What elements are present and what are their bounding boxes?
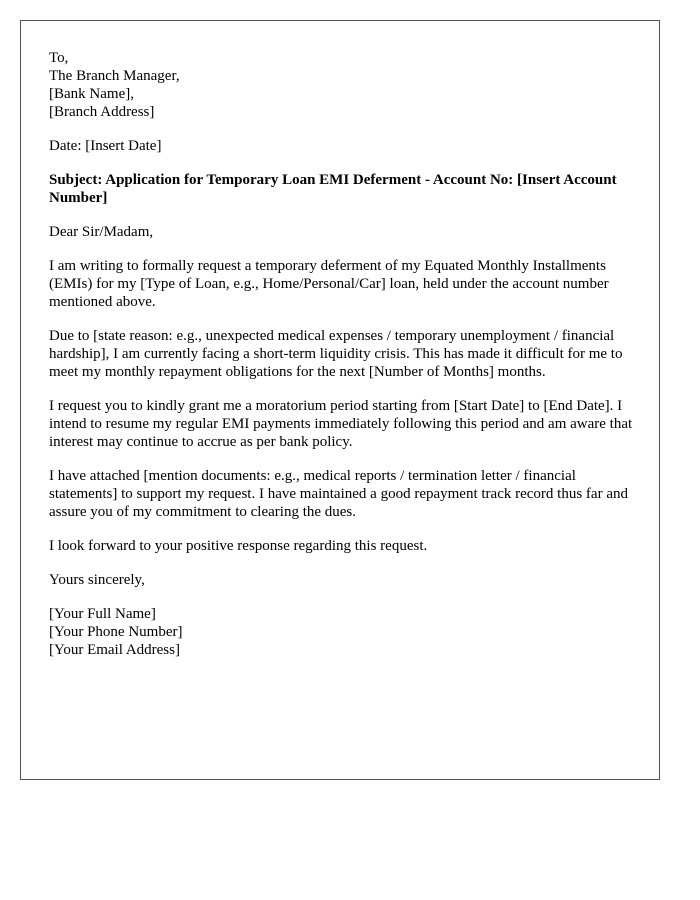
letter-subject: Subject: Application for Temporary Loan EMI Deferment - Account No: [Insert Account Number] (49, 172, 617, 206)
recipient-to: To, (49, 50, 69, 66)
letter-date: Date: [Insert Date] (49, 138, 162, 154)
recipient-address (49, 49, 634, 121)
paragraph-reason: Due to [state reason: e.g., unexpected medical expenses / temporary unemployment / financial hardship], I am currently facing a short-term liquidity crisis. This has made it difficult for me to meet my monthly repayment obligations for the next [Number of Months] months. (49, 328, 623, 380)
signature-phone: [Your Phone Number] (49, 624, 183, 640)
signature-email: [Your Email Address] (49, 642, 180, 658)
letter-body (49, 49, 634, 675)
recipient-branch-address: [Branch Address] (49, 104, 155, 120)
recipient-bank-name: [Bank Name], (49, 86, 134, 102)
paragraph-moratorium: I request you to kindly grant me a moratorium period starting from [Start Date] to [End Date]. I intend to resume my regular EMI payments immediately following this period and am aware that interest may continue to accrue as per bank policy. (49, 398, 633, 450)
signature-block (49, 605, 634, 659)
paragraph-documents: I have attached [mention documents: e.g., medical reports / termination letter / financial statements] to support my request. I have maintained a good repayment track record thus far and assure you of my commitment to clearing the dues. (49, 468, 628, 520)
salutation: Dear Sir/Madam, (49, 224, 154, 240)
paragraph-request: I am writing to formally request a temporary deferment of my Equated Monthly Installments (EMIs) for my [Type of Loan, e.g., Home/Personal/Car] loan, held under the account number mentioned above. (49, 258, 609, 310)
recipient-title: The Branch Manager, (49, 68, 180, 84)
signature-name: [Your Full Name] (49, 606, 156, 622)
paragraph-closing-remark: I look forward to your positive response regarding this request. (49, 538, 428, 554)
letter-frame (20, 20, 660, 780)
closing: Yours sincerely, (49, 572, 145, 588)
